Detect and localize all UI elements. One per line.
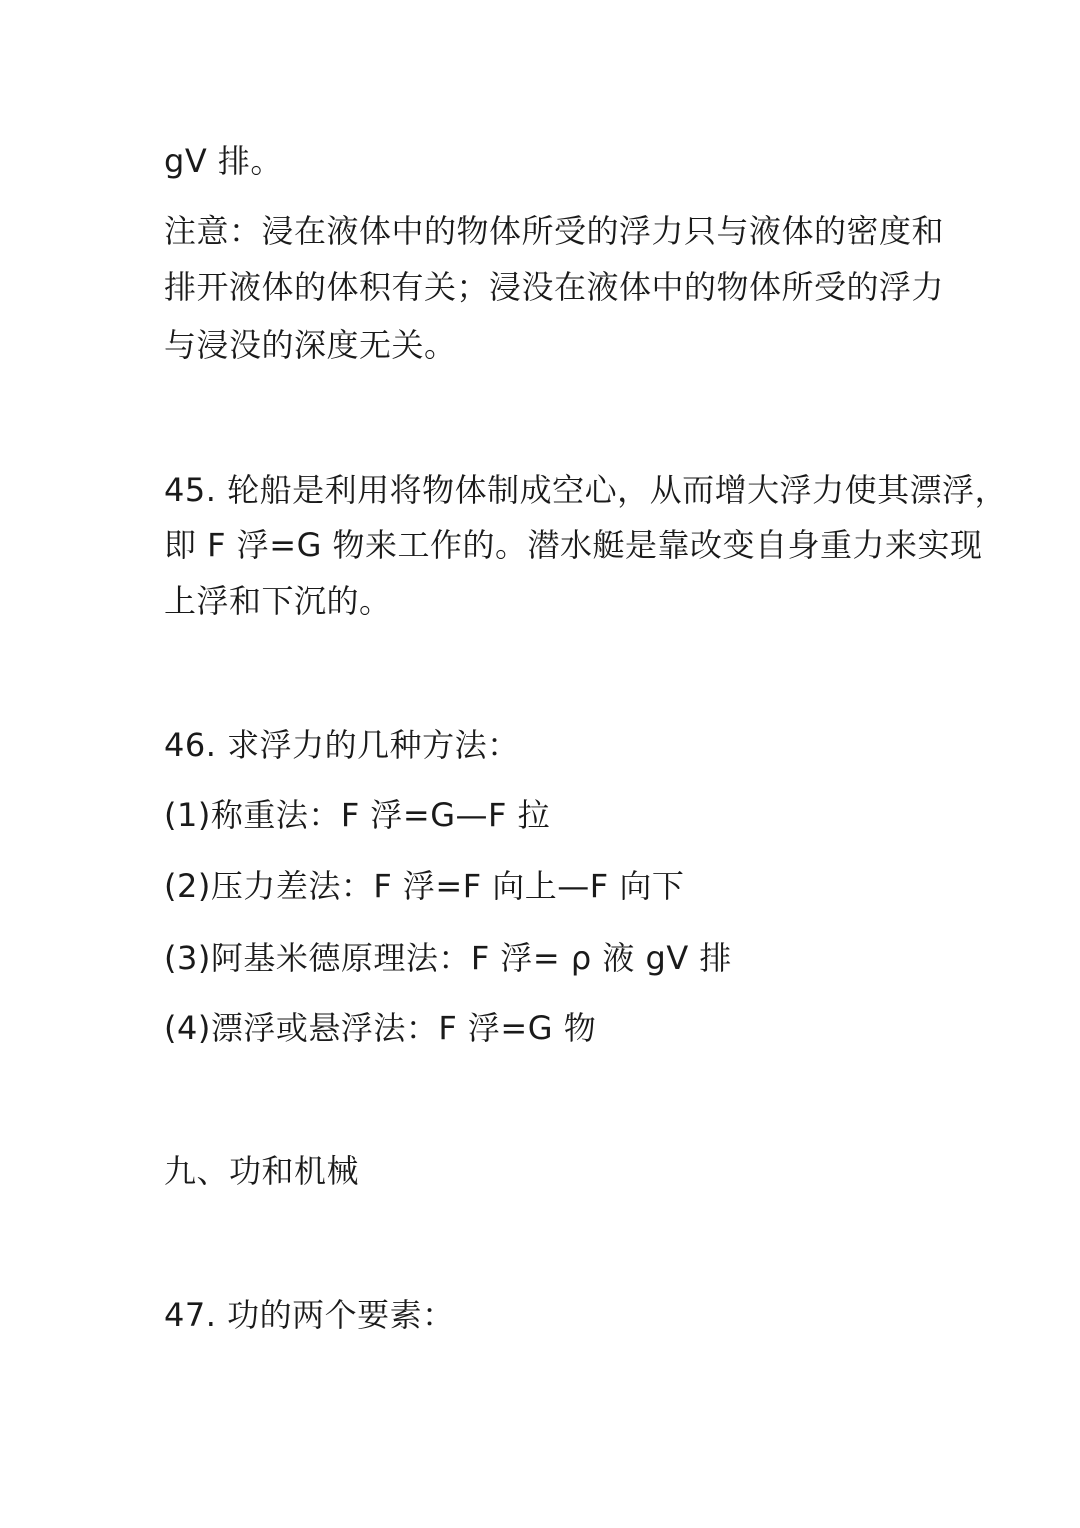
method-4: (4)漂浮或悬浮法：F 浮=G 物 — [164, 1009, 597, 1047]
item-47-heading: 47. 功的两个要素： — [164, 1296, 455, 1334]
note-line-1: 注意：浸在液体中的物体所受的浮力只与液体的密度和 — [164, 212, 945, 250]
item-45-line-3: 上浮和下沉的。 — [164, 582, 392, 620]
note-line-2: 排开液体的体积有关；浸没在液体中的物体所受的浮力 — [164, 268, 945, 306]
item-45-line-1: 45. 轮船是利用将物体制成空心，从而增大浮力使其漂浮， — [164, 471, 1008, 509]
item-45-line-2: 即 F 浮=G 物来工作的。潜水艇是靠改变自身重力来实现 — [164, 526, 983, 564]
note-line-3: 与浸没的深度无关。 — [164, 326, 457, 364]
method-1: (1)称重法：F 浮=G—F 拉 — [164, 796, 551, 834]
section-title: 九、功和机械 — [164, 1152, 360, 1190]
item-46-heading: 46. 求浮力的几种方法： — [164, 726, 520, 764]
method-2: (2)压力差法：F 浮=F 向上—F 向下 — [164, 867, 685, 905]
continuation-line: gV 排。 — [164, 142, 283, 180]
method-3: (3)阿基米德原理法：F 浮= ρ 液 gV 排 — [164, 939, 732, 977]
